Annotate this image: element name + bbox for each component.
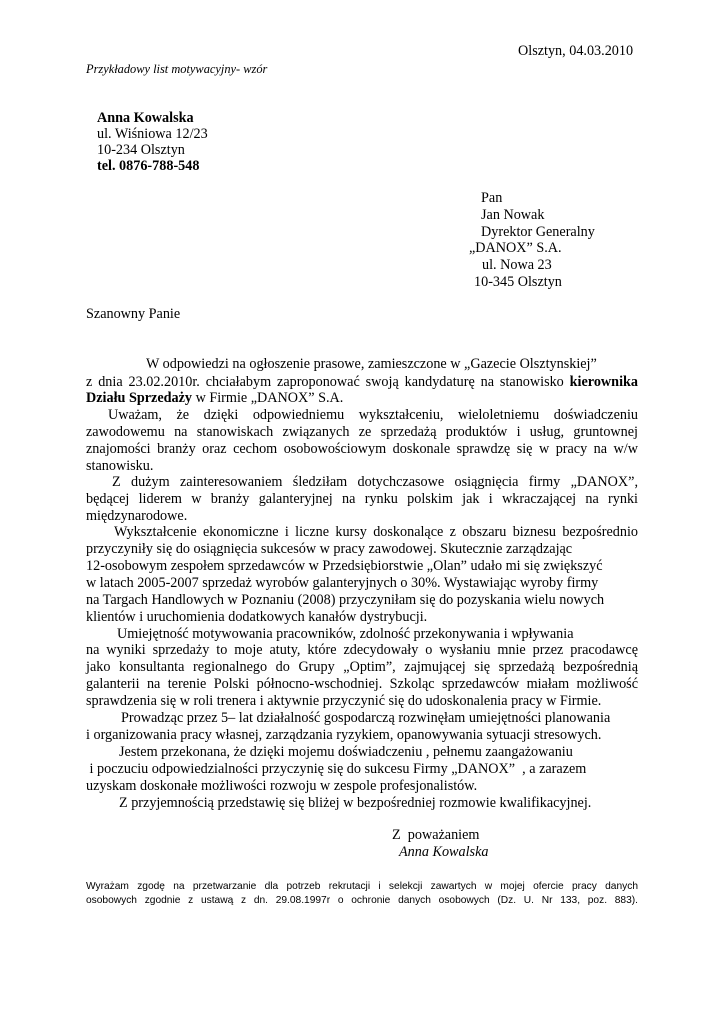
recipient-title: Pan (481, 190, 503, 206)
sender-name: Anna Kowalska (97, 110, 194, 126)
body-line: Z przyjemnością przedstawię się bliżej w bezpośredniej rozmowie kwalifikacyjnej. (119, 795, 592, 811)
body-line: 12-osobowym zespołem sprzedawców w Przedsiębiorstwie „Olan” udało mi się zwiększyć (86, 558, 603, 574)
body-line: Uważam, że dzięki odpowiedniemu wykształceniu, wieloletniemu doświadczeniu (108, 407, 638, 423)
body-line: znajomości branży oraz cechom osobowościowym doskonale sprawdzę się w pracy na w/w (86, 441, 638, 457)
body-line: Jestem przekonana, że dzięki mojemu doświadczeniu , pełnemu zaangażowaniu (119, 744, 573, 760)
body-line: Działu Sprzedaży w Firmie „DANOX” S.A. (86, 390, 344, 406)
consent-line-1: Wyrażam zgodę na przetwarzanie dla potrzeb rekrutacji i selekcji zawartych w mojej ofercie pracy danych (86, 881, 638, 892)
body-line: W odpowiedzi na ogłoszenie prasowe, zamieszczone w „Gazecie Olsztynskiej” (146, 356, 597, 372)
document-label: Przykładowy list motywacyjny- wzór (86, 62, 268, 76)
body-line: galanterii na terenie Polski północno-wschodniej. Szkoląc sprzedawców miałam możliwość (86, 676, 638, 692)
recipient-name: Jan Nowak (481, 207, 545, 223)
body-line: klientów i uruchomienia dodatkowych kanałów dystrybucji. (86, 609, 428, 625)
body-line: Z dużym zainteresowaniem śledziłam dotychczasowe osiągnięcia firmy „DANOX”, (112, 474, 638, 490)
body-line: na wyniki sprzedaży to moje atuty, które zdecydowały o wysłaniu mnie przez pracodawcę (86, 642, 638, 658)
body-line: i poczuciu odpowiedzialności przyczynię się do sukcesu Firmy „DANOX” , a zarazem (86, 761, 587, 777)
recipient-city: 10-345 Olsztyn (474, 274, 562, 290)
closing-phrase: Z poważaniem (392, 827, 480, 843)
consent-line-2: osobowych zgodnie z ustawą z dn. 29.08.1997r o ochronie danych osobowych (Dz. U. Nr 133, poz. 883). (86, 895, 638, 906)
body-line: Wykształcenie ekonomiczne i liczne kursy doskonalące z obszaru biznesu bezpośrednio (114, 524, 638, 540)
body-line: będącej liderem w branży galanteryjnej na rynku polskim jak i wkraczającej na rynki (86, 491, 638, 507)
letter-date: Olsztyn, 04.03.2010 (518, 43, 634, 59)
body-line: w latach 2005-2007 sprzedaż wyrobów galanteryjnych o 30%. Wystawiając wyroby firmy (86, 575, 599, 591)
recipient-company: „DANOX” S.A. (469, 240, 562, 256)
body-line: jako konsultanta regionalnego do Grupy „Optim”, zajmującej się sprzedażą bezpośrednią (86, 659, 638, 675)
body-line: stanowisku. (86, 458, 154, 474)
recipient-street: ul. Nowa 23 (482, 257, 552, 273)
body-line: zawodowemu na stanowiskach związanych ze sprzedażą produktów i usług, gruntownej (86, 424, 638, 440)
sender-street: ul. Wiśniowa 12/23 (97, 126, 208, 142)
recipient-position: Dyrektor Generalny (481, 224, 595, 240)
body-line: przyczyniły się do osiągnięcia sukcesów w pracy zawodowej. Skutecznie zarządzając (86, 541, 573, 557)
sender-city: 10-234 Olsztyn (97, 142, 185, 158)
body-line: uzyskam doskonałe możliwości rozwoju w zespole profesjonalistów. (86, 778, 478, 794)
body-line: i organizowania pracy własnej, zarządzania ryzykiem, opanowywania sytuacji stresowych. (86, 727, 602, 743)
body-line: Umiejętność motywowania pracowników, zdolność przekonywania i wpływania (117, 626, 574, 642)
body-line: z dnia 23.02.2010r. chciałabym zaproponować swoją kandydaturę na stanowisko kierownika (86, 374, 638, 390)
body-line: sprawdzenia się w roli trenera i aktywnie przyczynić się do udoskonalenia pracy w Firmie. (86, 693, 602, 709)
body-line: międzynarodowe. (86, 508, 188, 524)
body-line: Prowadząc przez 5– lat działalność gospodarczą rozwinęłam umiejętności planowania (121, 710, 611, 726)
signature: Anna Kowalska (399, 844, 489, 860)
body-line: na Targach Handlowych w Poznaniu (2008) przyczyniłam się do pozyskania wielu nowych (86, 592, 605, 608)
sender-phone: tel. 0876-788-548 (97, 158, 200, 174)
salutation: Szanowny Panie (86, 306, 181, 322)
